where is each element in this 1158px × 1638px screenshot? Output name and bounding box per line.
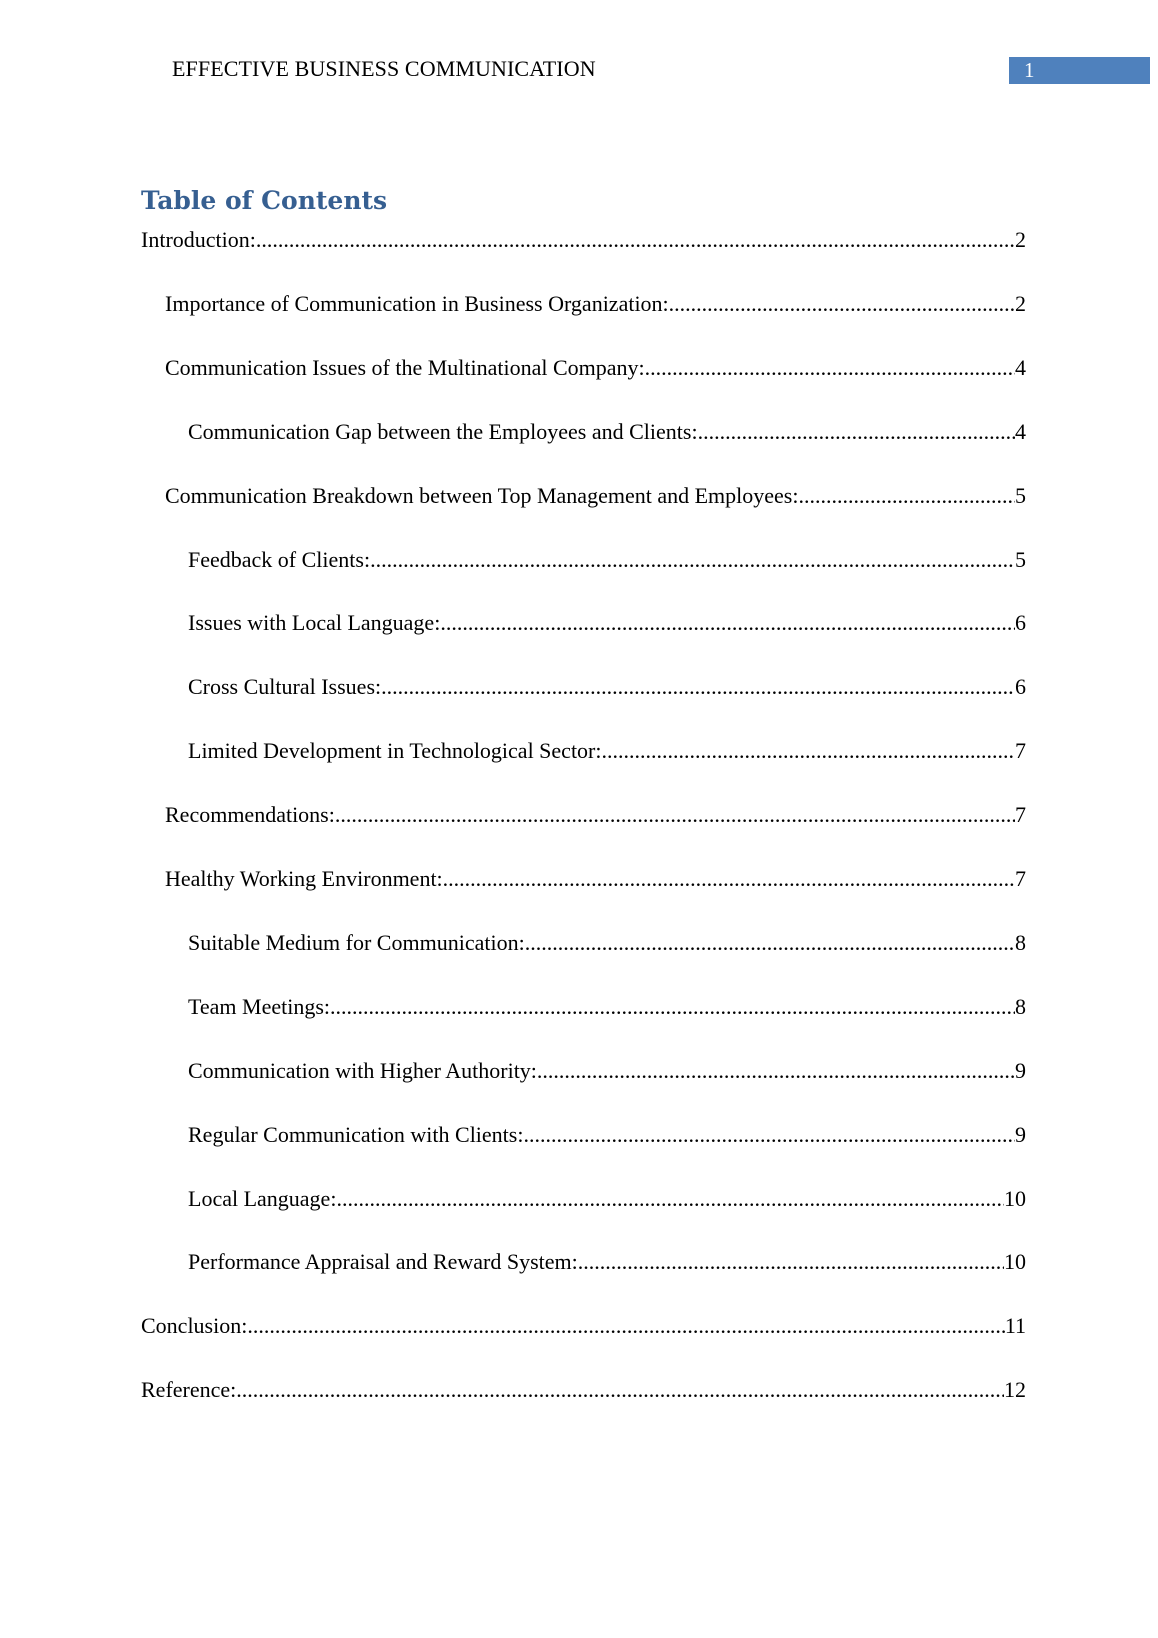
toc-dot-leader	[645, 353, 1015, 383]
toc-dot-leader	[698, 417, 1015, 447]
toc-entry-page-number: 8	[1015, 994, 1026, 1019]
page-number: 1	[1024, 58, 1035, 82]
toc-entry[interactable]	[165, 353, 1026, 383]
toc-entry[interactable]	[188, 992, 1026, 1022]
toc-dot-leader	[330, 992, 1015, 1022]
toc-entry-page-number: 10	[1004, 1249, 1026, 1274]
toc-entry-label: Recommendations:	[165, 802, 335, 827]
toc-entry-page-number: 7	[1015, 802, 1026, 827]
toc-entry-page-number: 9	[1015, 1058, 1026, 1083]
toc-entry-label: Suitable Medium for Communication:	[188, 930, 525, 955]
toc-dot-leader	[525, 928, 1015, 958]
toc-entry-page-number: 5	[1015, 483, 1026, 508]
toc-entry[interactable]	[188, 1247, 1026, 1277]
toc-entry[interactable]	[188, 1120, 1026, 1150]
toc-dot-leader	[236, 1375, 1004, 1405]
toc-entry-label: Cross Cultural Issues:	[188, 674, 382, 699]
toc-entry-label: Importance of Communication in Business Organization:	[165, 291, 669, 316]
toc-entry-page-number: 10	[1004, 1186, 1026, 1211]
toc-entry-label: Communication Breakdown between Top Management and Employees:	[165, 483, 799, 508]
toc-entry-label: Introduction:	[141, 227, 256, 252]
toc-entry-page-number: 8	[1015, 930, 1026, 955]
toc-entry-label: Conclusion:	[141, 1313, 248, 1338]
toc-entry-page-number: 6	[1015, 674, 1026, 699]
toc-entry[interactable]	[141, 1311, 1026, 1341]
toc-dot-leader	[537, 1056, 1015, 1086]
toc-entry[interactable]	[188, 545, 1026, 575]
toc-entry-page-number: 11	[1004, 1313, 1026, 1338]
toc-dot-leader	[247, 1311, 1004, 1341]
toc-dot-leader	[256, 225, 1015, 255]
toc-entry-label: Regular Communication with Clients:	[188, 1122, 524, 1147]
toc-entry-page-number: 7	[1015, 866, 1026, 891]
toc-entry-label: Communication Issues of the Multinational Company:	[165, 355, 645, 380]
toc-entry[interactable]	[188, 417, 1026, 447]
toc-entry-page-number: 2	[1015, 291, 1026, 316]
toc-dot-leader	[669, 289, 1015, 319]
toc-entry-page-number: 12	[1004, 1377, 1026, 1402]
toc-entry-page-number: 4	[1015, 419, 1026, 444]
toc-dot-leader	[578, 1247, 1004, 1277]
toc-entry-page-number: 5	[1015, 547, 1026, 572]
running-head-title: EFFECTIVE BUSINESS COMMUNICATION	[172, 56, 596, 81]
toc-entry-label: Issues with Local Language:	[188, 610, 441, 635]
toc-entry-label: Limited Development in Technological Sector:	[188, 738, 602, 763]
toc-entry-page-number: 2	[1015, 227, 1026, 252]
toc-heading: Table of Contents	[141, 186, 388, 215]
toc-entry[interactable]	[165, 800, 1026, 830]
toc-entry-label: Performance Appraisal and Reward System:	[188, 1249, 578, 1274]
toc-dot-leader	[336, 1184, 1004, 1214]
toc-entry[interactable]	[188, 1184, 1026, 1214]
toc-entry-label: Communication with Higher Authority:	[188, 1058, 537, 1083]
toc-dot-leader	[798, 481, 1015, 511]
toc-dot-leader	[440, 608, 1015, 638]
toc-entry-label: Healthy Working Environment:	[165, 866, 443, 891]
toc-entry[interactable]	[188, 928, 1026, 958]
toc-entry-page-number: 7	[1015, 738, 1026, 763]
toc-entry[interactable]	[165, 289, 1026, 319]
toc-entry-label: Local Language:	[188, 1186, 337, 1211]
toc-entry-page-number: 6	[1015, 610, 1026, 635]
toc-entry[interactable]	[188, 608, 1026, 638]
toc-entry-page-number: 9	[1015, 1122, 1026, 1147]
toc-entry[interactable]	[188, 736, 1026, 766]
toc-entry[interactable]	[188, 1056, 1026, 1086]
toc-entry-label: Team Meetings:	[188, 994, 331, 1019]
toc-entry[interactable]	[188, 672, 1026, 702]
toc-entry[interactable]	[141, 225, 1026, 255]
toc-entry-label: Feedback of Clients:	[188, 547, 371, 572]
toc-entry[interactable]	[165, 864, 1026, 894]
toc-entry-page-number: 4	[1015, 355, 1026, 380]
toc-entry[interactable]	[141, 1375, 1026, 1405]
toc-dot-leader	[381, 672, 1015, 702]
toc-dot-leader	[443, 864, 1015, 894]
toc-dot-leader	[602, 736, 1016, 766]
toc-dot-leader	[370, 545, 1015, 575]
toc-entry-label: Reference:	[141, 1377, 237, 1402]
toc-dot-leader	[335, 800, 1015, 830]
toc-dot-leader	[523, 1120, 1015, 1150]
toc-entry[interactable]	[165, 481, 1026, 511]
toc-entry-label: Communication Gap between the Employees and Clients:	[188, 419, 698, 444]
